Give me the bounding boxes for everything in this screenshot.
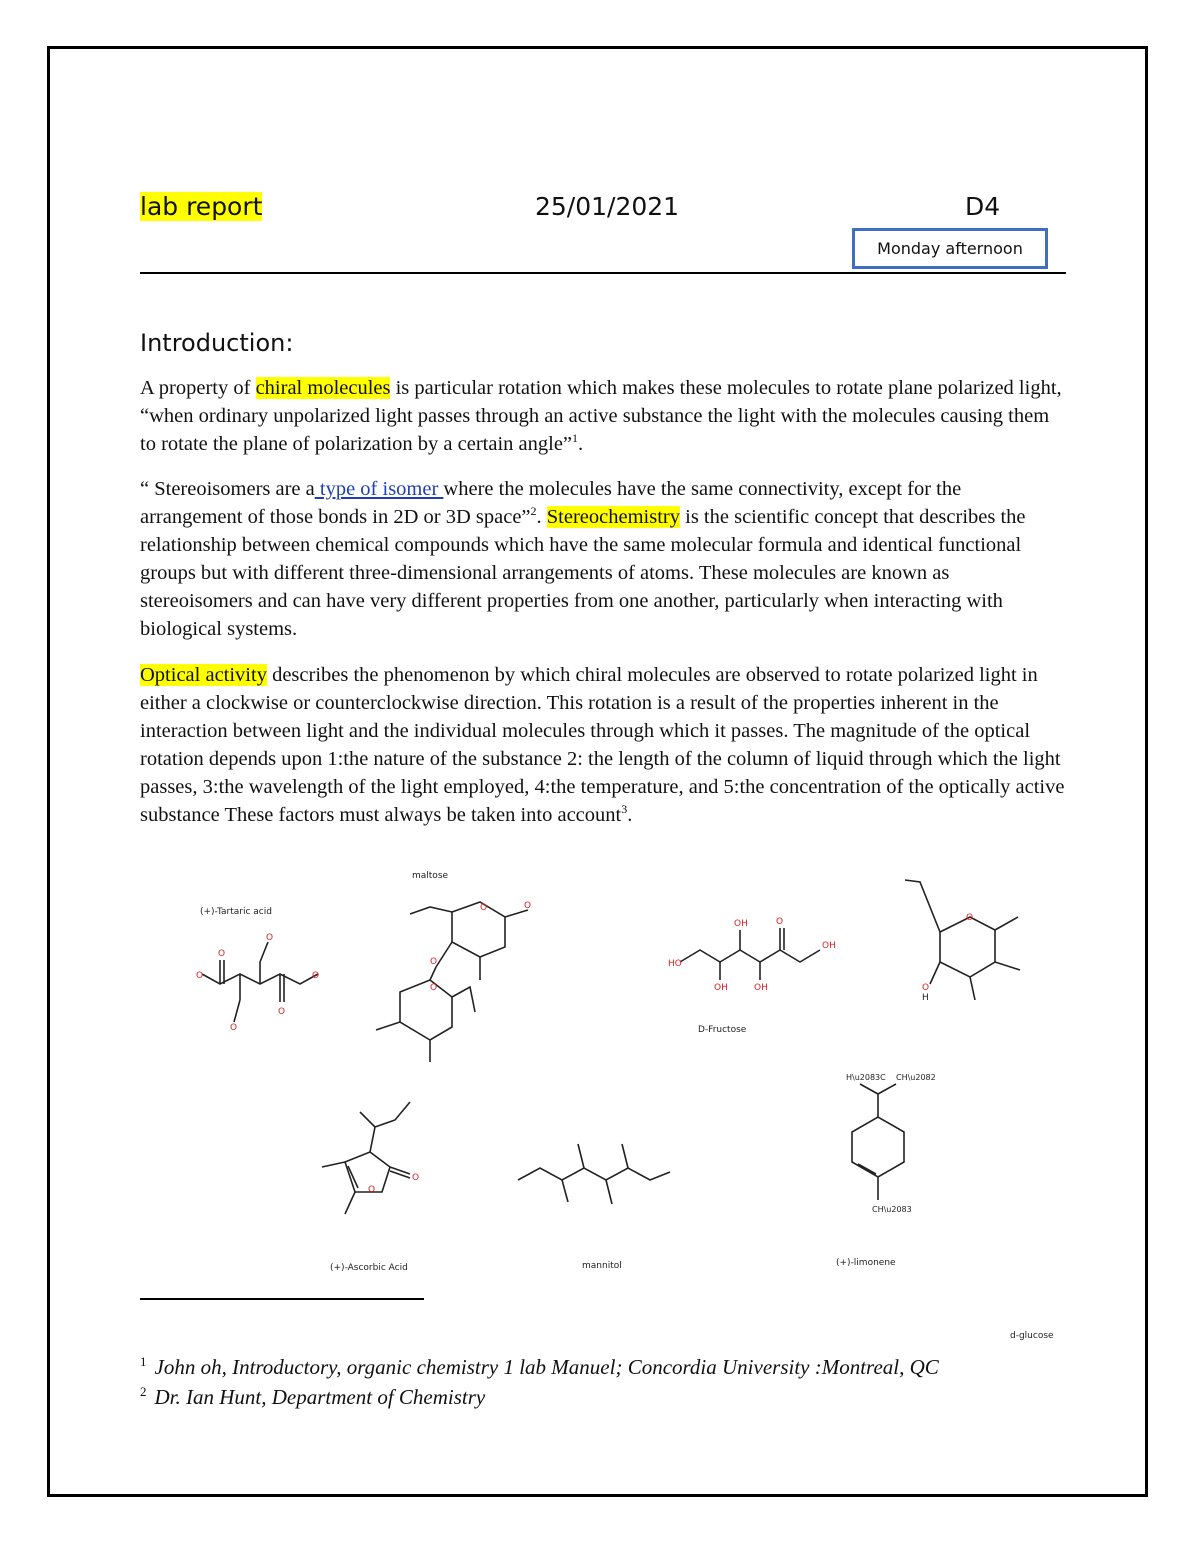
glucose-structure — [905, 880, 1020, 1003]
highlight-stereochemistry: Stereochemistry — [546, 506, 680, 528]
lab-slot-box — [852, 228, 1048, 269]
svg-text:O: O — [524, 901, 532, 911]
svg-text:H: H — [922, 993, 929, 1003]
svg-text:O: O — [430, 957, 438, 967]
type-of-isomer-link[interactable]: type of isomer — [314, 478, 444, 500]
intro-paragraph-3: Optical activity describes the phenomenon by which chiral molecules are observed to rotate polarized light in either a clockwise or counterclockwise direction. This rotation is a result of the properties inherent in the interaction between light and the individual molecules through which it passes. The magnitude of the optical rotation depends upon 1:the nature of the substance 2: the length of the column of liquid through which the light passes, 3:the wavelength of the light employed, 4:the temperature, and 5:the concentration of the optically active substance These factors must always be taken into account$^3$. — [140, 664, 1065, 826]
intro-paragraph-1: A property of chiral molecules is particular rotation which makes these molecules to rotate plane polarized light, “when ordinary unpolarized light passes through an active substance the light with the molecules causing them to rotate the plane of polarization by a certain angle”$^1$. — [140, 377, 1062, 455]
molecule-figures — [140, 862, 1070, 1292]
svg-text:O: O — [312, 971, 320, 981]
glucose-label: d-glucose — [1010, 1331, 1054, 1341]
svg-text:O: O — [776, 917, 784, 927]
svg-text:O: O — [966, 913, 974, 923]
header-rule — [140, 272, 1066, 274]
highlight-chiral: chiral molecules — [255, 377, 391, 399]
tartaric-acid-structure — [196, 907, 319, 1033]
svg-text:CH\u2082: CH\u2082 — [896, 1073, 936, 1082]
mannitol-structure — [518, 1144, 670, 1271]
fructose-structure — [668, 917, 836, 1035]
footnote-ref-2[interactable]: 2 — [530, 504, 537, 519]
svg-text:OH: OH — [754, 983, 768, 993]
ascorbic-label: (+)-Ascorbic Acid — [330, 1263, 408, 1273]
maltose-structure — [376, 871, 531, 1062]
svg-text:OH: OH — [822, 941, 836, 951]
fructose-label: D-Fructose — [698, 1025, 747, 1035]
limonene-label: (+)-limonene — [836, 1258, 896, 1268]
svg-text:O: O — [196, 971, 204, 981]
section-code: D4 — [965, 192, 1001, 221]
svg-text:OH: OH — [734, 919, 748, 929]
svg-text:HO: HO — [668, 959, 682, 969]
svg-text:O: O — [412, 1173, 420, 1183]
footnote-2: $^2$ Dr. Ian Hunt, Department of Chemistry — [140, 1384, 486, 1409]
intro-paragraph-2: “ Stereoisomers are a type of isomer where the molecules have the same connectivity, except for the arrangement of those bonds in 2D or 3D space”$^2$. Stereochemistry is the scientific concept that describes the relationship between chemical compounds which have the same molecular formula and identical functional groups but with different three-dimensional arrangements of atoms. These molecules are known as stereoisomers and can have very different properties from one another, particularly when interacting with biological systems. — [140, 478, 1026, 640]
svg-text:O: O — [922, 983, 930, 993]
report-date: 25/01/2021 — [535, 192, 680, 221]
tartaric-label: (+)-Tartaric acid — [200, 907, 272, 917]
svg-text:O: O — [278, 1007, 286, 1017]
intro-heading: Introduction: — [140, 329, 294, 357]
svg-text:O: O — [218, 949, 226, 959]
ascorbic-acid-structure — [322, 1102, 419, 1273]
svg-text:CH\u2083: CH\u2083 — [872, 1205, 912, 1214]
report-title: lab report — [140, 192, 263, 221]
svg-text:O: O — [430, 983, 438, 993]
footnote-separator — [140, 1298, 424, 1300]
mannitol-label: mannitol — [582, 1261, 622, 1271]
svg-text:H\u2083C: H\u2083C — [846, 1073, 886, 1082]
svg-text:O: O — [266, 933, 274, 943]
svg-text:OH: OH — [714, 983, 728, 993]
lab-slot-label: Monday afternoon — [877, 239, 1023, 258]
highlight-optical-activity: Optical activity — [140, 664, 267, 686]
footnote-ref-3[interactable]: 3 — [621, 802, 628, 817]
svg-text:O: O — [368, 1185, 376, 1195]
maltose-label: maltose — [412, 871, 449, 881]
footnote-ref-1[interactable]: 1 — [572, 431, 579, 446]
footnote-1: $^1$ John oh, Introductory, organic chemistry 1 lab Manuel; Concordia University :Montreal, QC — [140, 1354, 939, 1379]
svg-text:O: O — [230, 1023, 238, 1033]
limonene-structure — [836, 1073, 936, 1268]
svg-text:O: O — [480, 903, 488, 913]
